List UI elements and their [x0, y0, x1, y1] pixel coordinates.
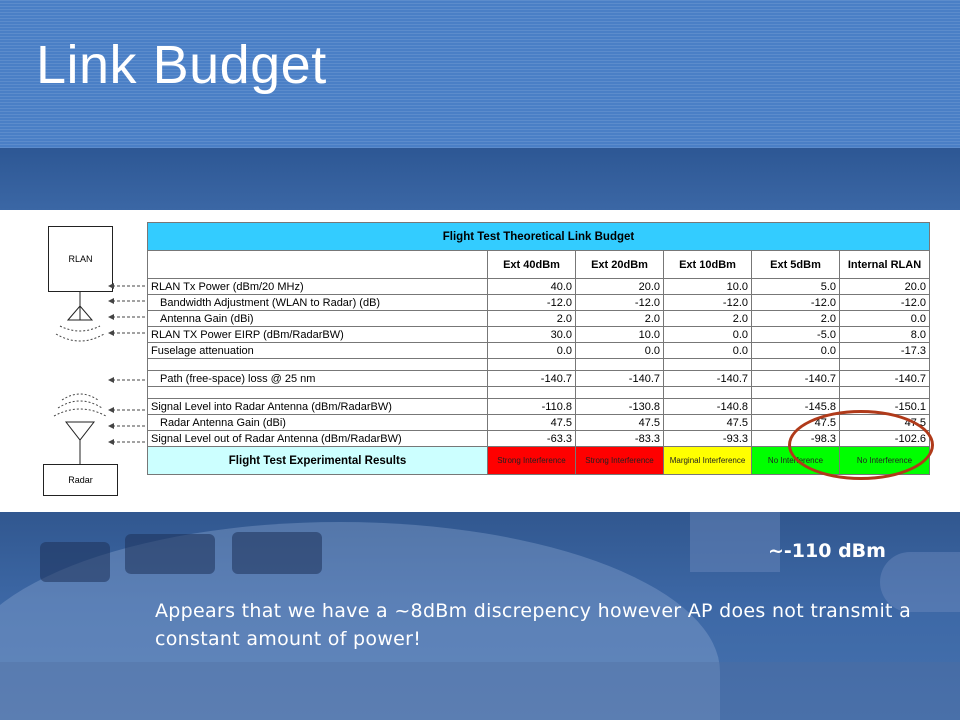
column-header: Ext 40dBm: [488, 251, 576, 279]
row-label: Signal Level out of Radar Antenna (dBm/RadarBW): [148, 431, 488, 447]
cell-value: 47.5: [664, 415, 752, 431]
table-row: [148, 279, 930, 295]
row-label: Antenna Gain (dBi): [148, 311, 488, 327]
cell-value: -83.3: [576, 431, 664, 447]
cell-value: -140.7: [488, 371, 576, 387]
cell-value: -12.0: [576, 295, 664, 311]
cell-value: [488, 359, 576, 371]
cell-value: -140.8: [664, 399, 752, 415]
row-label: Fuselage attenuation: [148, 343, 488, 359]
cell-value: [752, 387, 840, 399]
table-row: [148, 311, 930, 327]
result-cell: Strong Interference: [488, 447, 576, 475]
table-row: [148, 371, 930, 387]
table-row: [148, 343, 930, 359]
cell-value: 20.0: [840, 279, 930, 295]
result-cell: No Interference: [840, 447, 930, 475]
row-label: Signal Level into Radar Antenna (dBm/RadarBW): [148, 399, 488, 415]
header-blank: [148, 251, 488, 279]
cell-value: -140.7: [664, 371, 752, 387]
row-label: [148, 387, 488, 399]
column-header: Ext 20dBm: [576, 251, 664, 279]
cell-value: -130.8: [576, 399, 664, 415]
column-header: Ext 10dBm: [664, 251, 752, 279]
cell-value: 0.0: [576, 343, 664, 359]
table-row: [148, 327, 930, 343]
row-label: Radar Antenna Gain (dBi): [148, 415, 488, 431]
results-label: Flight Test Experimental Results: [148, 447, 488, 475]
radar-label: Radar: [68, 475, 93, 485]
cell-value: [576, 387, 664, 399]
result-cell: No Interference: [752, 447, 840, 475]
radar-box: [43, 464, 118, 496]
cell-value: -12.0: [840, 295, 930, 311]
table-title: Flight Test Theoretical Link Budget: [148, 223, 930, 251]
tarmac: [0, 662, 960, 720]
cell-value: -63.3: [488, 431, 576, 447]
cell-value: 0.0: [664, 343, 752, 359]
cell-value: 2.0: [576, 311, 664, 327]
table-header-row: [148, 251, 930, 279]
cell-value: 5.0: [752, 279, 840, 295]
result-cell: Strong Interference: [576, 447, 664, 475]
cell-value: [664, 359, 752, 371]
cell-value: -12.0: [664, 295, 752, 311]
measurement-annotation: ~-110 dBm: [768, 540, 886, 562]
row-label: Path (free-space) loss @ 25 nm: [148, 371, 488, 387]
cell-value: -110.8: [488, 399, 576, 415]
cell-value: [840, 359, 930, 371]
cell-value: -93.3: [664, 431, 752, 447]
cell-value: 47.5: [576, 415, 664, 431]
cell-value: 40.0: [488, 279, 576, 295]
cell-value: 47.5: [488, 415, 576, 431]
table-title-row: [148, 223, 930, 251]
cell-value: 47.5: [752, 415, 840, 431]
cell-value: -140.7: [840, 371, 930, 387]
highlight-ellipse: [788, 410, 934, 480]
cell-value: -150.1: [840, 399, 930, 415]
cell-value: 2.0: [664, 311, 752, 327]
cell-value: 2.0: [488, 311, 576, 327]
title-shade: [0, 148, 960, 210]
cell-value: 0.0: [664, 327, 752, 343]
background-structure: [690, 512, 780, 572]
cockpit-window: [125, 534, 215, 574]
cell-value: [488, 387, 576, 399]
spacer-row: [148, 387, 930, 399]
cell-value: 20.0: [576, 279, 664, 295]
cell-value: [752, 359, 840, 371]
cell-value: 30.0: [488, 327, 576, 343]
cell-value: 0.0: [840, 311, 930, 327]
cell-value: 0.0: [488, 343, 576, 359]
cell-value: 10.0: [576, 327, 664, 343]
row-label: RLAN TX Power EIRP (dBm/RadarBW): [148, 327, 488, 343]
cell-value: 8.0: [840, 327, 930, 343]
column-header: Ext 5dBm: [752, 251, 840, 279]
cell-value: 0.0: [752, 343, 840, 359]
cell-value: 47.5: [840, 415, 930, 431]
column-header: Internal RLAN: [840, 251, 930, 279]
link-budget-figure: [0, 210, 960, 512]
cell-value: -17.3: [840, 343, 930, 359]
table-row: [148, 399, 930, 415]
cell-value: -145.8: [752, 399, 840, 415]
slide-note: Appears that we have a ~8dBm discrepency however AP does not transmit a constant amount of power!: [155, 600, 912, 650]
row-label: [148, 359, 488, 371]
spacer-row: [148, 359, 930, 371]
result-cell: Marginal Interference: [664, 447, 752, 475]
cell-value: -12.0: [488, 295, 576, 311]
cell-value: -5.0: [752, 327, 840, 343]
cell-value: -140.7: [752, 371, 840, 387]
row-label: Bandwidth Adjustment (WLAN to Radar) (dB): [148, 295, 488, 311]
row-label: RLAN Tx Power (dBm/20 MHz): [148, 279, 488, 295]
cell-value: -140.7: [576, 371, 664, 387]
slide-title: Link Budget: [36, 35, 327, 95]
cell-value: [576, 359, 664, 371]
cell-value: 2.0: [752, 311, 840, 327]
cell-value: 10.0: [664, 279, 752, 295]
cockpit-window: [232, 532, 322, 574]
table-row: [148, 295, 930, 311]
cell-value: -12.0: [752, 295, 840, 311]
cell-value: [840, 387, 930, 399]
rlan-label: RLAN: [68, 254, 93, 264]
cell-value: [664, 387, 752, 399]
cell-value: -102.6: [840, 431, 930, 447]
cockpit-window: [40, 542, 110, 582]
cell-value: -98.3: [752, 431, 840, 447]
